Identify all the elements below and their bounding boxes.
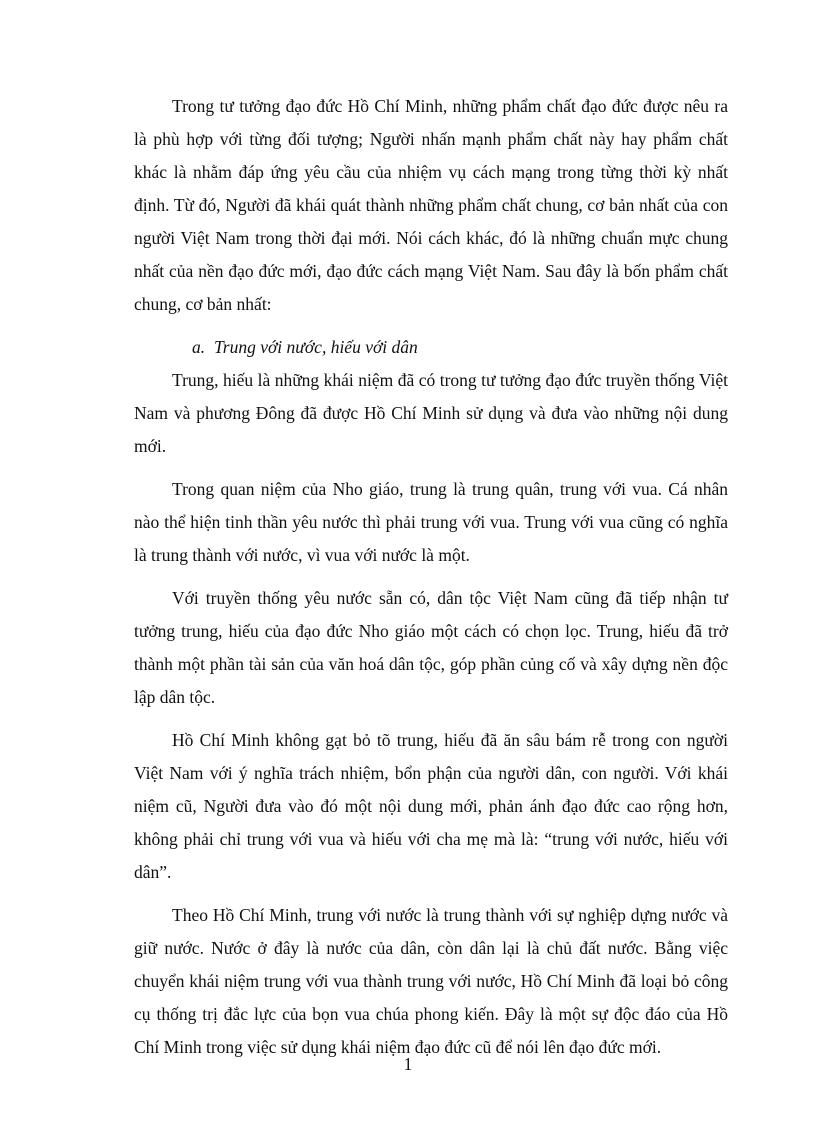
paragraph-3: Với truyền thống yêu nước sẵn có, dân tộc Việt Nam cũng đã tiếp nhận tư tưởng trung, hiếu của đạo đức Nho giáo một cách có chọn lọc. Trung, hiếu đã trở thành một phần tài sản của văn hoá dân tộc, góp phần củng cố và xây dựng nền độc lập dân tộc. — [134, 588, 728, 707]
paragraph-4: Hồ Chí Minh không gạt bỏ tõ trung, hiếu đã ăn sâu bám rễ trong con người Việt Nam với ý nghĩa trách nhiệm, bổn phận của người dân, con người. Với khái niệm cũ, Người đưa vào đó một nội dung mới, phản ánh đạo đức cao rộng hơn, không phải chỉ trung với vua và hiếu với cha mẹ mà là: “trung với nước, hiếu với dân”. — [134, 730, 728, 882]
paragraph-2: Trong quan niệm của Nho giáo, trung là trung quân, trung với vua. Cá nhân nào thể hiện tinh thần yêu nước thì phải trung với vua. Trung với vua cũng có nghĩa là trung thành với nước, vì vua với nước là một. — [134, 479, 728, 565]
section-title: Trung với nước, hiếu với dân — [214, 337, 418, 357]
document-page — [134, 90, 728, 1074]
paragraph-1: Trung, hiếu là những khái niệm đã có trong tư tưởng đạo đức truyền thống Việt Nam và phương Đông đã được Hồ Chí Minh sử dụng và đưa vào những nội dung mới. — [134, 370, 728, 456]
page-number: 1 — [403, 1054, 413, 1074]
section-heading — [134, 331, 728, 364]
paragraph-5: Theo Hồ Chí Minh, trung với nước là trung thành với sự nghiệp dựng nước và giữ nước. Nước ở đây là nước của dân, còn dân lại là chủ đất nước. Bằng việc chuyển khái niệm trung với vua thành trung với nước, Hồ Chí Minh đã loại bỏ công cụ thống trị đắc lực của bọn vua chúa phong kiến. Đây là một sự độc đáo của Hồ Chí Minh trong việc sử dụng khái niệm đạo đức cũ để nói lên đạo đức mới. — [134, 905, 728, 1057]
section-marker: a. — [192, 337, 206, 357]
paragraph-intro: Trong tư tưởng đạo đức Hồ Chí Minh, những phẩm chất đạo đức được nêu ra là phù hợp với từng đối tượng; Người nhấn mạnh phẩm chất này hay phẩm chất khác là nhằm đáp ứng yêu cầu của nhiệm vụ cách mạng trong từng thời kỳ nhất định. Từ đó, Người đã khái quát thành những phẩm chất chung, cơ bản nhất của con người Việt Nam trong thời đại mới. Nói cách khác, đó là những chuẩn mực chung nhất của nền đạo đức mới, đạo đức cách mạng Việt Nam. Sau đây là bốn phẩm chất chung, cơ bản nhất: — [134, 96, 728, 314]
